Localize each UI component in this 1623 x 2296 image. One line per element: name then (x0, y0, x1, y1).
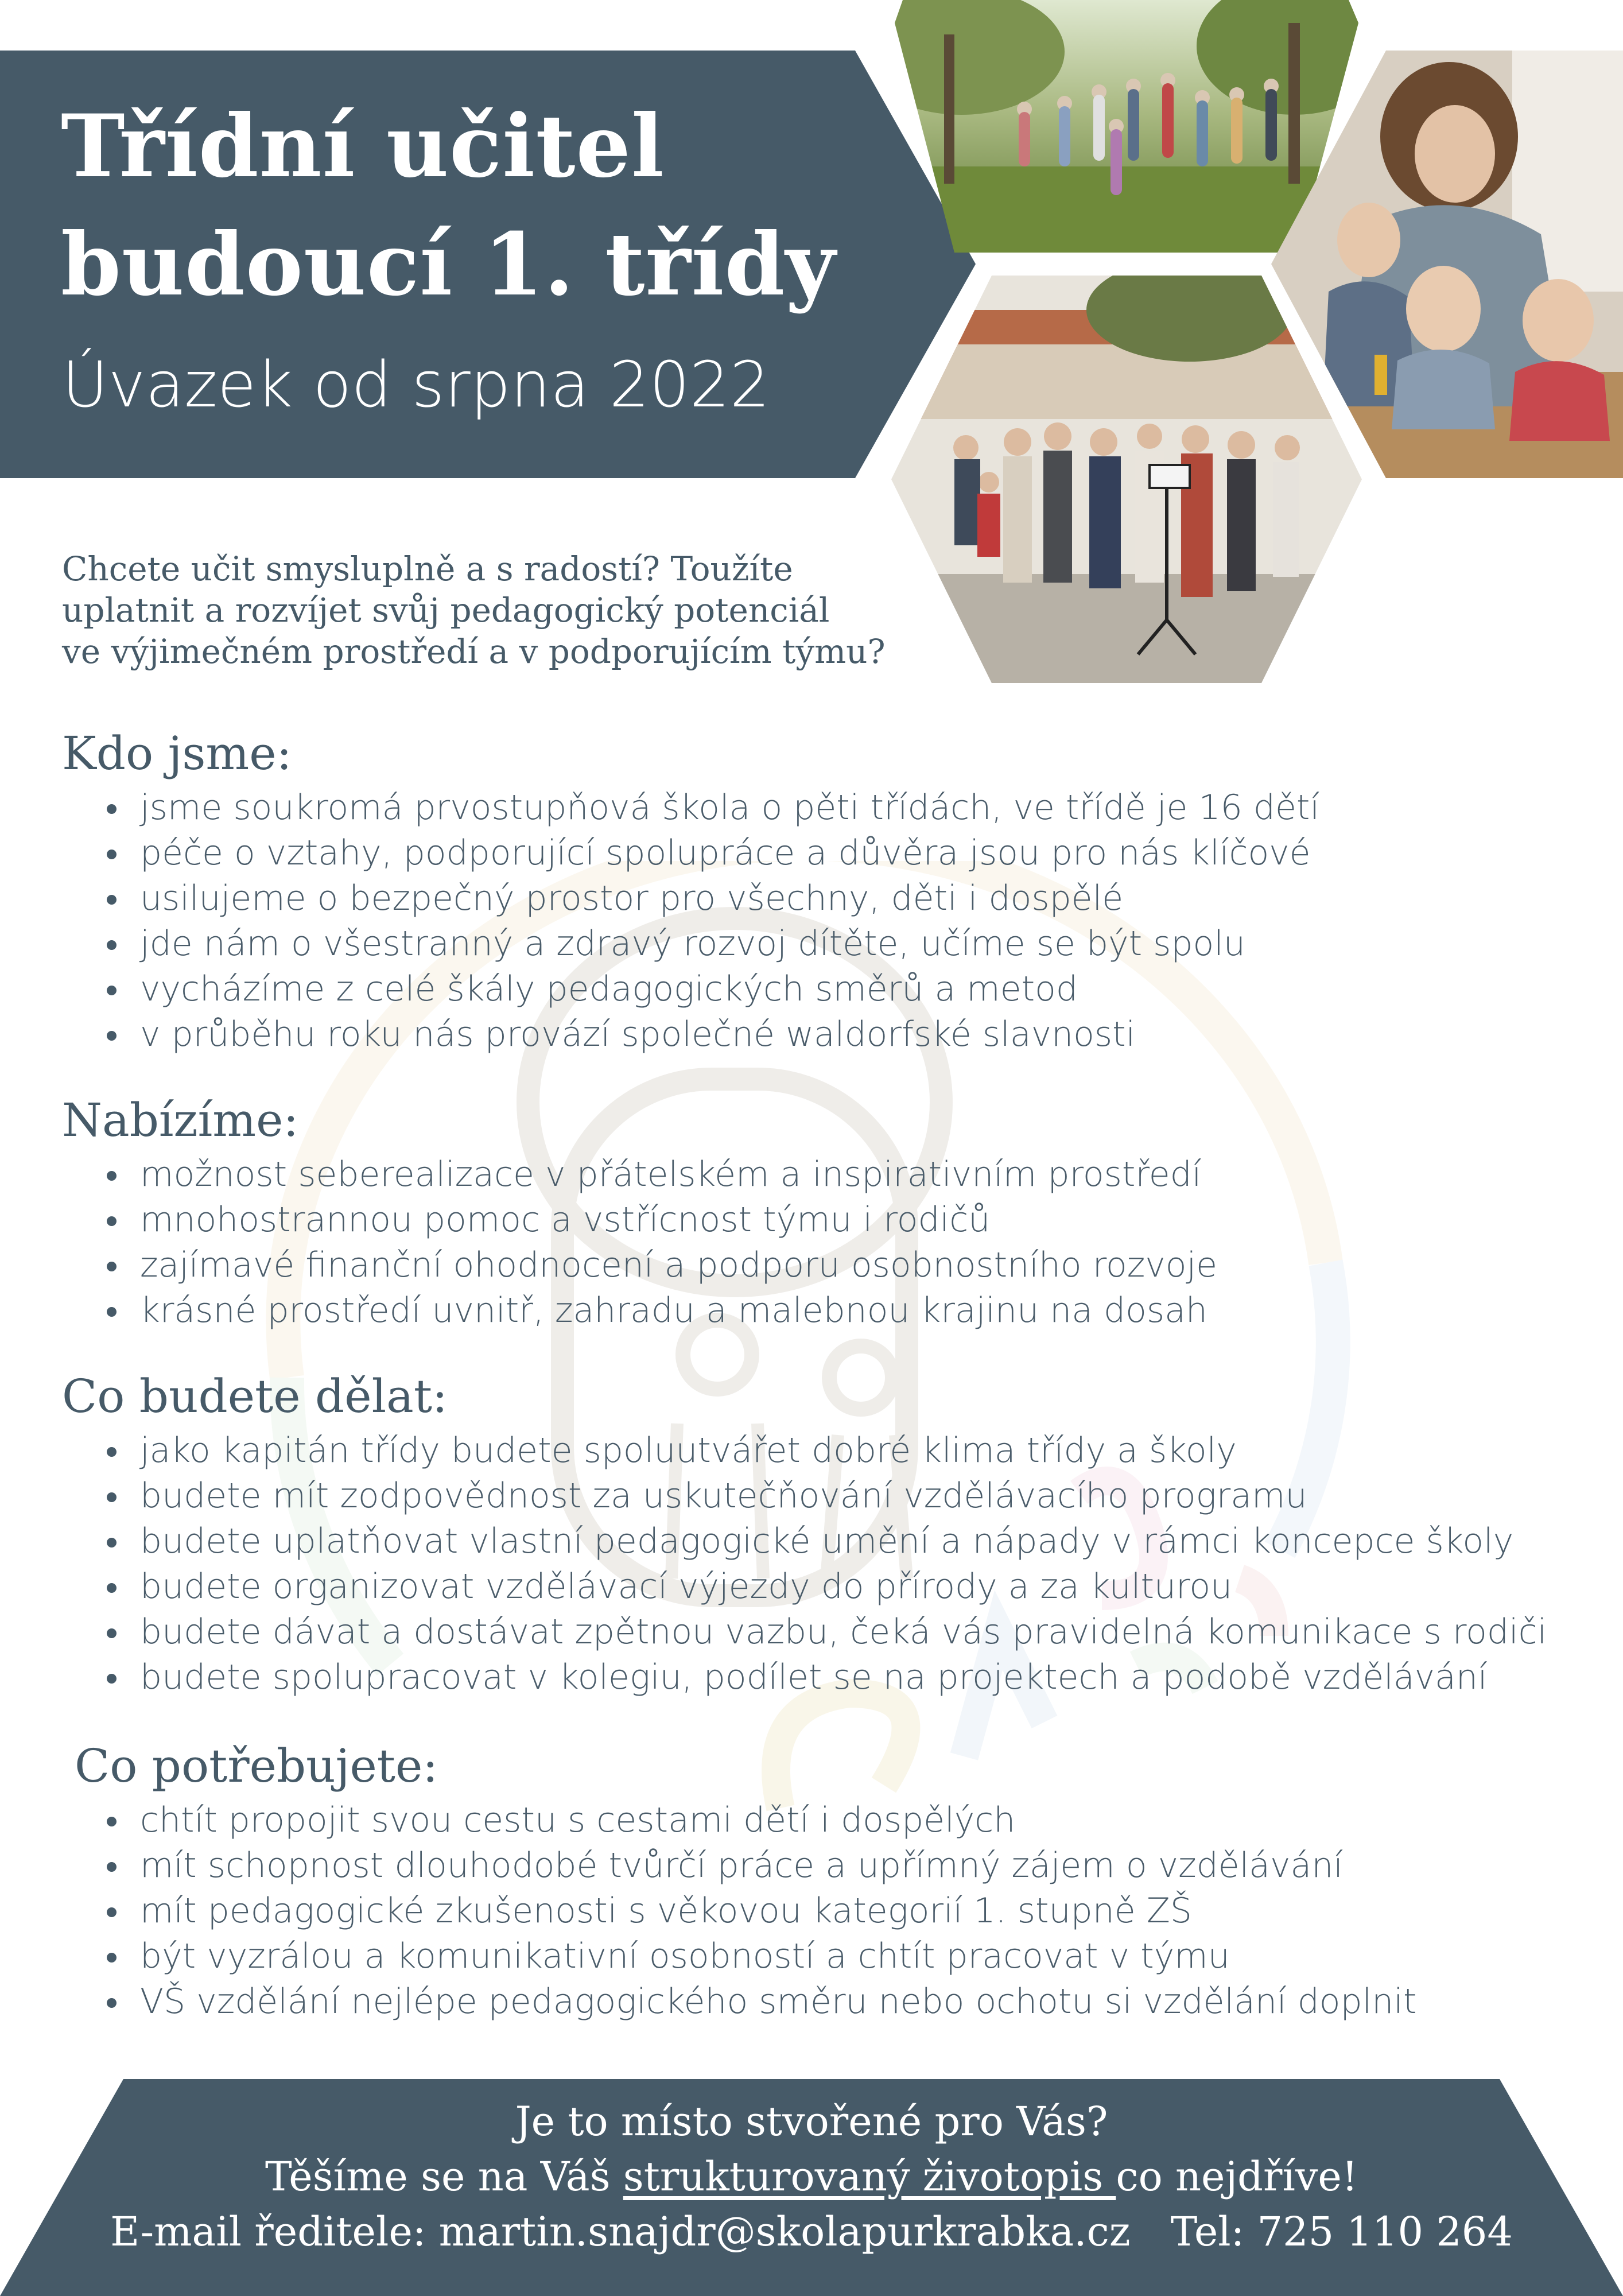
phone-number[interactable]: 725 110 264 (1257, 2208, 1513, 2255)
list-item: mnohostrannou pomoc a vstřícnost týmu i rodičů (62, 1197, 1577, 1243)
footer-line-2 (0, 2149, 1623, 2204)
intro-line-2: uplatnit a rozvíjet svůj pedagogický potenciál (62, 591, 830, 630)
footer-line-3 (0, 2204, 1623, 2259)
phone-label: Tel: (1170, 2208, 1257, 2255)
title-line-1: Třídní učitel (61, 96, 665, 197)
list-item: být vyzrálou a komunikativní osobností a chtít pracovat v týmu (62, 1934, 1577, 1979)
bullet-list (62, 785, 1577, 1057)
list-item: budete dávat a dostávat zpětnou vazbu, čeká vás pravidelná komunikace s rodiči (62, 1609, 1577, 1655)
section-heading: Co potřebujete: (75, 1739, 438, 1793)
list-item: vycházíme z celé škály pedagogických směrů a metod (62, 967, 1577, 1012)
intro-line-3: ve výjimečném prostředí a v podporujícím týmu? (62, 632, 886, 671)
list-item: chtít propojit svou cestu s cestami dětí i dospělých (62, 1798, 1577, 1843)
intro-paragraph (62, 548, 957, 672)
cv-link[interactable]: strukturovaný životopis (623, 2153, 1116, 2200)
list-item: v průběhu roku nás provází společné waldorfské slavnosti (62, 1012, 1577, 1057)
list-item: usilujeme o bezpečný prostor pro všechny, děti i dospělé (62, 876, 1577, 921)
list-item: mít schopnost dlouhodobé tvůrčí práce a upřímný zájem o vzdělávání (62, 1843, 1577, 1888)
list-item: jde nám o všestranný a zdravý rozvoj dítěte, učíme se být spolu (62, 921, 1577, 967)
list-item: VŠ vzdělání nejlépe pedagogického směru nebo ochotu si vzdělání doplnit (62, 1979, 1577, 2024)
list-item: možnost seberealizace v přátelském a inspirativním prostředí (62, 1152, 1577, 1197)
footer-line-2-post: co nejdříve! (1116, 2153, 1358, 2200)
list-item: krásné prostředí uvnitř, zahradu a malebnou krajinu na dosah (62, 1288, 1577, 1333)
intro-line-1: Chcete učit smysluplně a s radostí? Toužíte (62, 549, 793, 588)
section-we-offer (62, 1089, 1577, 1333)
footer-line-1: Je to místo stvořené pro Vás? (515, 2098, 1108, 2145)
list-item: budete uplatňovat vlastní pedagogické umění a nápady v rámci koncepce školy (62, 1519, 1577, 1564)
section-what-you-need (62, 1735, 1577, 2024)
list-item: zajímavé finanční ohodnocení a podporu osobnostního rozvoje (62, 1243, 1577, 1288)
section-heading: Kdo jsme: (62, 727, 292, 780)
section-heading: Nabízíme: (62, 1093, 299, 1147)
list-item: mít pedagogické zkušenosti s věkovou kategorií 1. stupně ZŠ (62, 1888, 1577, 1934)
bullet-list (62, 1152, 1577, 1333)
list-item: jako kapitán třídy budete spoluutvářet dobré klima třídy a školy (62, 1428, 1577, 1473)
section-who-we-are (62, 722, 1577, 1057)
director-email-link[interactable]: martin.snajdr@skolapurkrabka.cz (438, 2208, 1131, 2255)
email-label: E-mail ředitele: (110, 2208, 439, 2255)
bullet-list (62, 1798, 1577, 2024)
section-what-you-will-do (62, 1365, 1577, 1700)
bullet-list (62, 1428, 1577, 1700)
section-heading: Co budete dělat: (62, 1370, 448, 1423)
list-item: péče o vztahy, podporující spolupráce a důvěra jsou pro nás klíčové (62, 831, 1577, 876)
list-item: budete organizovat vzdělávací výjezdy do přírody a za kulturou (62, 1564, 1577, 1609)
page-title (61, 87, 836, 324)
list-item: budete mít zodpovědnost za uskutečňování vzdělávacího programu (62, 1473, 1577, 1519)
list-item: budete spolupracovat v kolegiu, podílet se na projektech a podobě vzdělávání (62, 1655, 1577, 1700)
page-subtitle: Úvazek od srpna 2022 (62, 348, 770, 421)
contact-footer (0, 2094, 1623, 2259)
footer-line-2-pre: Těšíme se na Váš (265, 2153, 623, 2200)
title-line-2: budoucí 1. třídy (61, 214, 836, 315)
group-singing-photo (891, 276, 1362, 683)
list-item: jsme soukromá prvostupňová škola o pěti třídách, ve třídě je 16 dětí (62, 785, 1577, 831)
